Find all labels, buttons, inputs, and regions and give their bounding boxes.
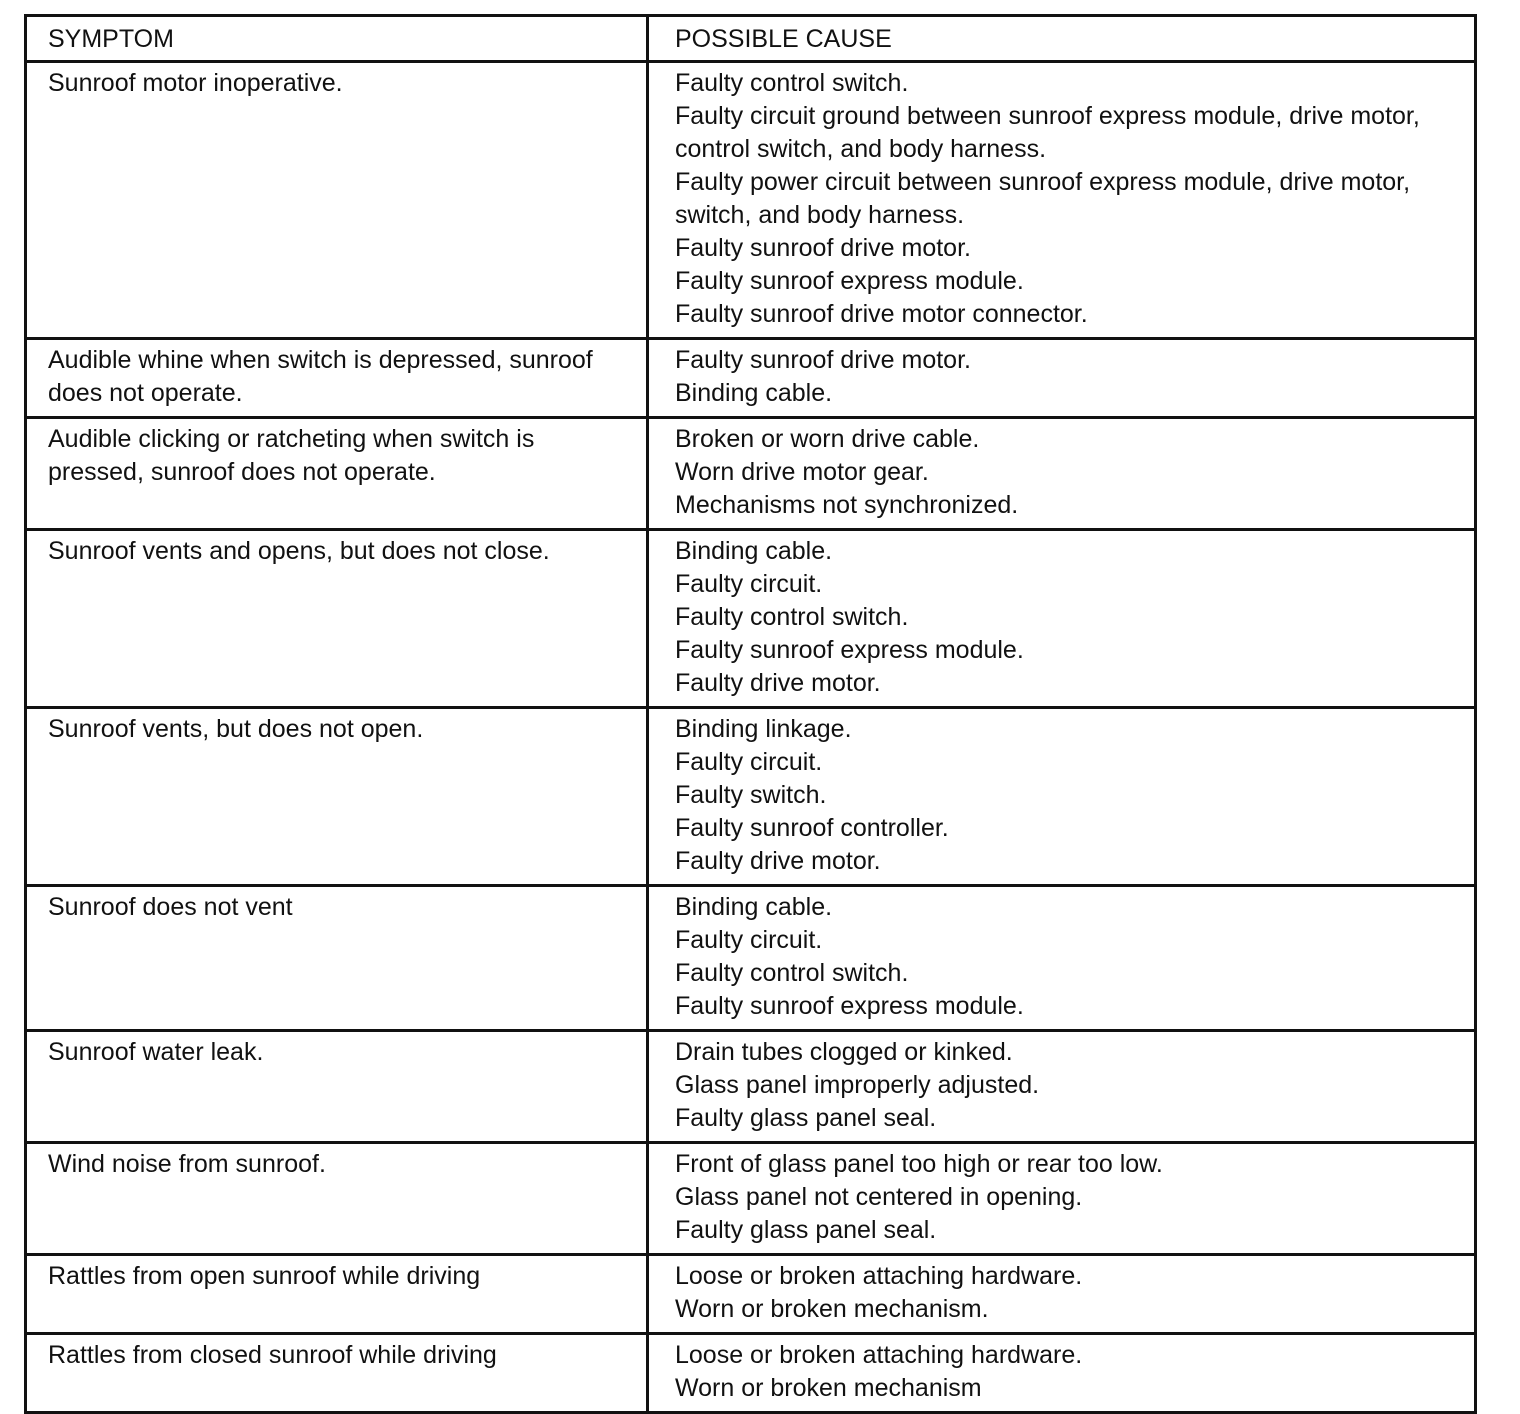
possible-cause-cell (648, 1143, 1476, 1255)
header-row (26, 16, 1476, 62)
table-row (26, 1334, 1476, 1413)
possible-cause-cell (648, 62, 1476, 339)
possible-cause-cell (648, 886, 1476, 1031)
possible-cause-item: Faulty control switch. (675, 603, 909, 631)
possible-cause-item: Faulty circuit. (675, 926, 823, 954)
possible-cause-cell (648, 708, 1476, 886)
possible-cause-item: Loose or broken attaching hardware. (675, 1341, 1083, 1369)
symptom-cause-table (24, 14, 1477, 1414)
possible-cause-cell (648, 1255, 1476, 1334)
possible-cause-cell (648, 530, 1476, 708)
possible-cause-item: Glass panel improperly adjusted. (675, 1071, 1040, 1099)
possible-cause-item: Faulty control switch. (675, 69, 909, 97)
possible-cause-item: Faulty circuit. (675, 570, 823, 598)
table-row (26, 708, 1476, 886)
possible-cause-item: Faulty circuit ground between sunroof express module, drive motor, control switch, and body harness. (675, 102, 1420, 163)
symptom-cell (26, 1334, 648, 1413)
possible-cause-item: Mechanisms not synchronized. (675, 491, 1019, 519)
possible-cause-item: Drain tubes clogged or kinked. (675, 1038, 1013, 1066)
possible-cause-item: Faulty sunroof drive motor. (675, 234, 971, 262)
possible-cause-cell (648, 418, 1476, 530)
symptom-text: Sunroof vents, but does not open. (48, 715, 424, 743)
symptom-text: Sunroof does not vent (48, 893, 293, 921)
possible-cause-item: Faulty control switch. (675, 959, 909, 987)
possible-cause-cell (648, 339, 1476, 418)
table-row (26, 62, 1476, 339)
symptom-text: Audible clicking or ratcheting when switch is pressed, sunroof does not operate. (48, 425, 535, 486)
possible-cause-item: Faulty sunroof express module. (675, 992, 1024, 1020)
table-row (26, 339, 1476, 418)
possible-cause-cell (648, 1334, 1476, 1413)
possible-cause-item: Worn or broken mechanism. (675, 1295, 989, 1323)
symptom-cell (26, 418, 648, 530)
possible-cause-item: Glass panel not centered in opening. (675, 1183, 1083, 1211)
symptom-cell (26, 886, 648, 1031)
possible-cause-cell (648, 1031, 1476, 1143)
table-row (26, 1143, 1476, 1255)
table-row (26, 1031, 1476, 1143)
symptom-text: Rattles from open sunroof while driving (48, 1262, 481, 1290)
symptom-cell (26, 1031, 648, 1143)
possible-cause-item: Faulty sunroof drive motor. (675, 346, 971, 374)
possible-cause-item: Faulty sunroof controller. (675, 814, 949, 842)
possible-cause-item: Worn drive motor gear. (675, 458, 929, 486)
symptom-text: Wind noise from sunroof. (48, 1150, 326, 1178)
symptom-text: Sunroof motor inoperative. (48, 69, 343, 97)
symptom-text: Audible whine when switch is depressed, sunroof does not operate. (48, 346, 593, 407)
table-row (26, 1255, 1476, 1334)
table-row (26, 418, 1476, 530)
possible-cause-column-header: POSSIBLE CAUSE (648, 16, 1476, 62)
symptom-cell (26, 62, 648, 339)
symptom-text: Rattles from closed sunroof while driving (48, 1341, 497, 1369)
table-body (26, 62, 1476, 1413)
possible-cause-item: Faulty sunroof express module. (675, 267, 1024, 295)
symptom-text: Sunroof vents and opens, but does not close. (48, 537, 550, 565)
possible-cause-item: Broken or worn drive cable. (675, 425, 980, 453)
possible-cause-item: Worn or broken mechanism (675, 1374, 982, 1402)
possible-cause-item: Binding cable. (675, 893, 833, 921)
table-row (26, 886, 1476, 1031)
possible-cause-item: Faulty glass panel seal. (675, 1216, 937, 1244)
table-row (26, 530, 1476, 708)
symptom-text: Sunroof water leak. (48, 1038, 264, 1066)
possible-cause-item: Binding cable. (675, 379, 833, 407)
symptom-cell (26, 1143, 648, 1255)
symptom-cell (26, 708, 648, 886)
possible-cause-item: Faulty sunroof drive motor connector. (675, 300, 1088, 328)
symptom-cell (26, 339, 648, 418)
symptom-column-header: SYMPTOM (26, 16, 648, 62)
symptom-cell (26, 1255, 648, 1334)
possible-cause-item: Binding cable. (675, 537, 833, 565)
possible-cause-item: Faulty drive motor. (675, 847, 881, 875)
possible-cause-item: Faulty power circuit between sunroof express module, drive motor, switch, and body harness. (675, 168, 1411, 229)
possible-cause-item: Loose or broken attaching hardware. (675, 1262, 1083, 1290)
possible-cause-item: Faulty switch. (675, 781, 827, 809)
possible-cause-item: Faulty glass panel seal. (675, 1104, 937, 1132)
possible-cause-item: Front of glass panel too high or rear too low. (675, 1150, 1163, 1178)
possible-cause-item: Binding linkage. (675, 715, 852, 743)
possible-cause-item: Faulty sunroof express module. (675, 636, 1024, 664)
possible-cause-item: Faulty circuit. (675, 748, 823, 776)
table-header (26, 16, 1476, 62)
symptom-cell (26, 530, 648, 708)
possible-cause-item: Faulty drive motor. (675, 669, 881, 697)
